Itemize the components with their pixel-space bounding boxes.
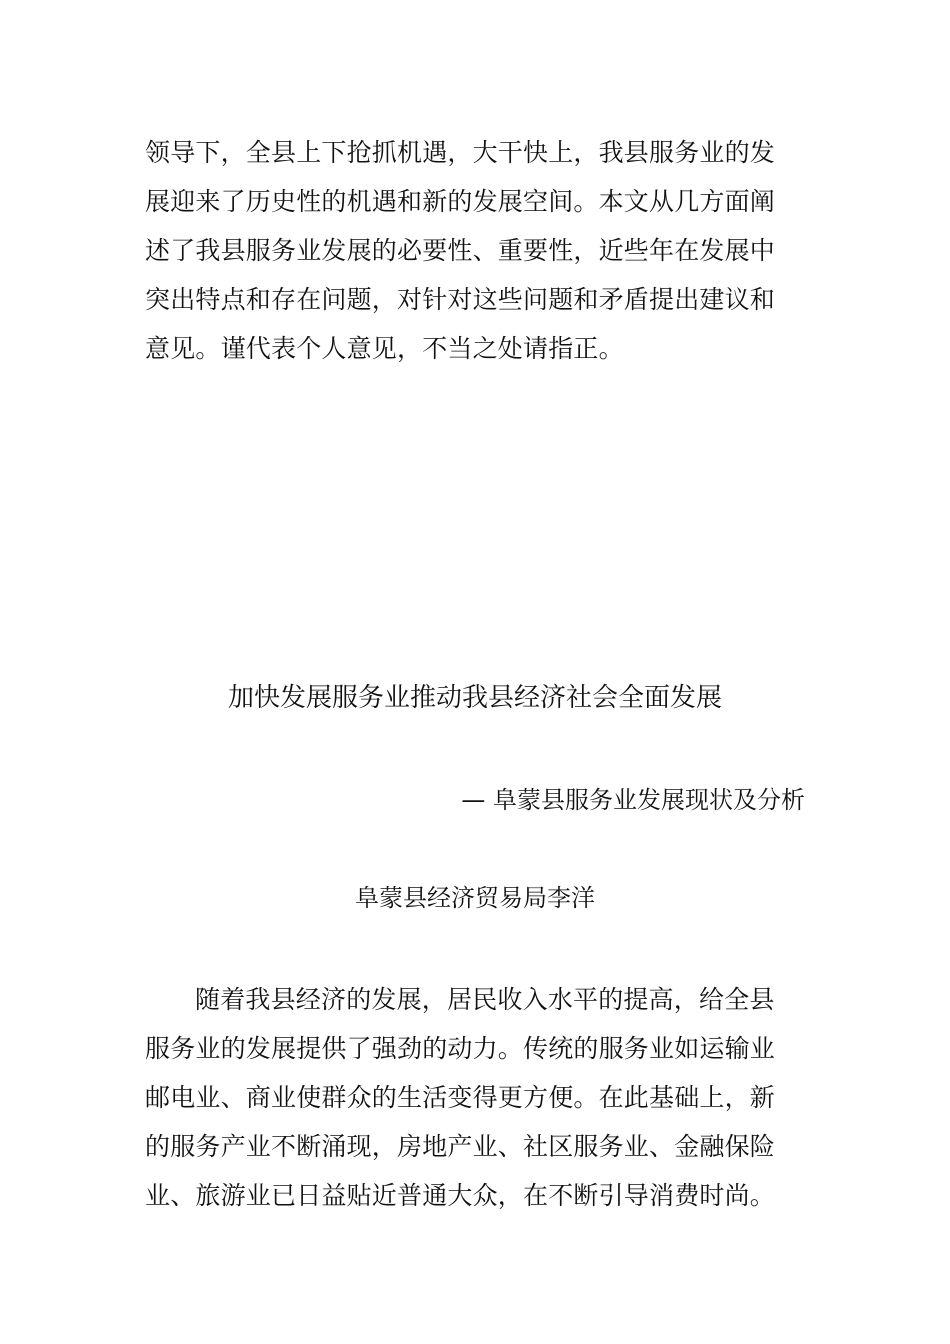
body-paragraph [145, 975, 810, 1220]
intro-line: 展迎来了历史性的机遇和新的发展空间。本文从几方面阐 [145, 187, 776, 216]
article-subtitle: — 阜蒙县服务业发展现状及分析 [461, 786, 805, 814]
article-title: 加快发展服务业推动我县经济社会全面发展 [227, 683, 722, 713]
body-line: 随着我县经济的发展，居民收入水平的提高，给全县 [195, 985, 775, 1014]
intro-line: 述了我县服务业发展的必要性、重要性，近些年在发展中 [145, 236, 776, 265]
body-line: 业、旅游业已日益贴近普通大众，在不断引导消费时尚。 [145, 1181, 776, 1210]
intro-line: 突出特点和存在问题，对针对这些问题和矛盾提出建议和 [145, 285, 776, 314]
intro-line: 意见。谨代表个人意见，不当之处请指正。 [145, 334, 624, 363]
article-author: 阜蒙县经济贸易局李洋 [355, 884, 595, 912]
intro-line: 领导下，全县上下抢抓机遇，大干快上，我县服务业的发 [145, 138, 776, 167]
intro-paragraph [145, 128, 810, 373]
body-line: 服务业的发展提供了强劲的动力。传统的服务业如运输业 [145, 1034, 776, 1063]
body-line: 的服务产业不断涌现，房地产业、社区服务业、金融保险 [145, 1132, 776, 1161]
body-line: 邮电业、商业使群众的生活变得更方便。在此基础上，新 [145, 1083, 776, 1112]
